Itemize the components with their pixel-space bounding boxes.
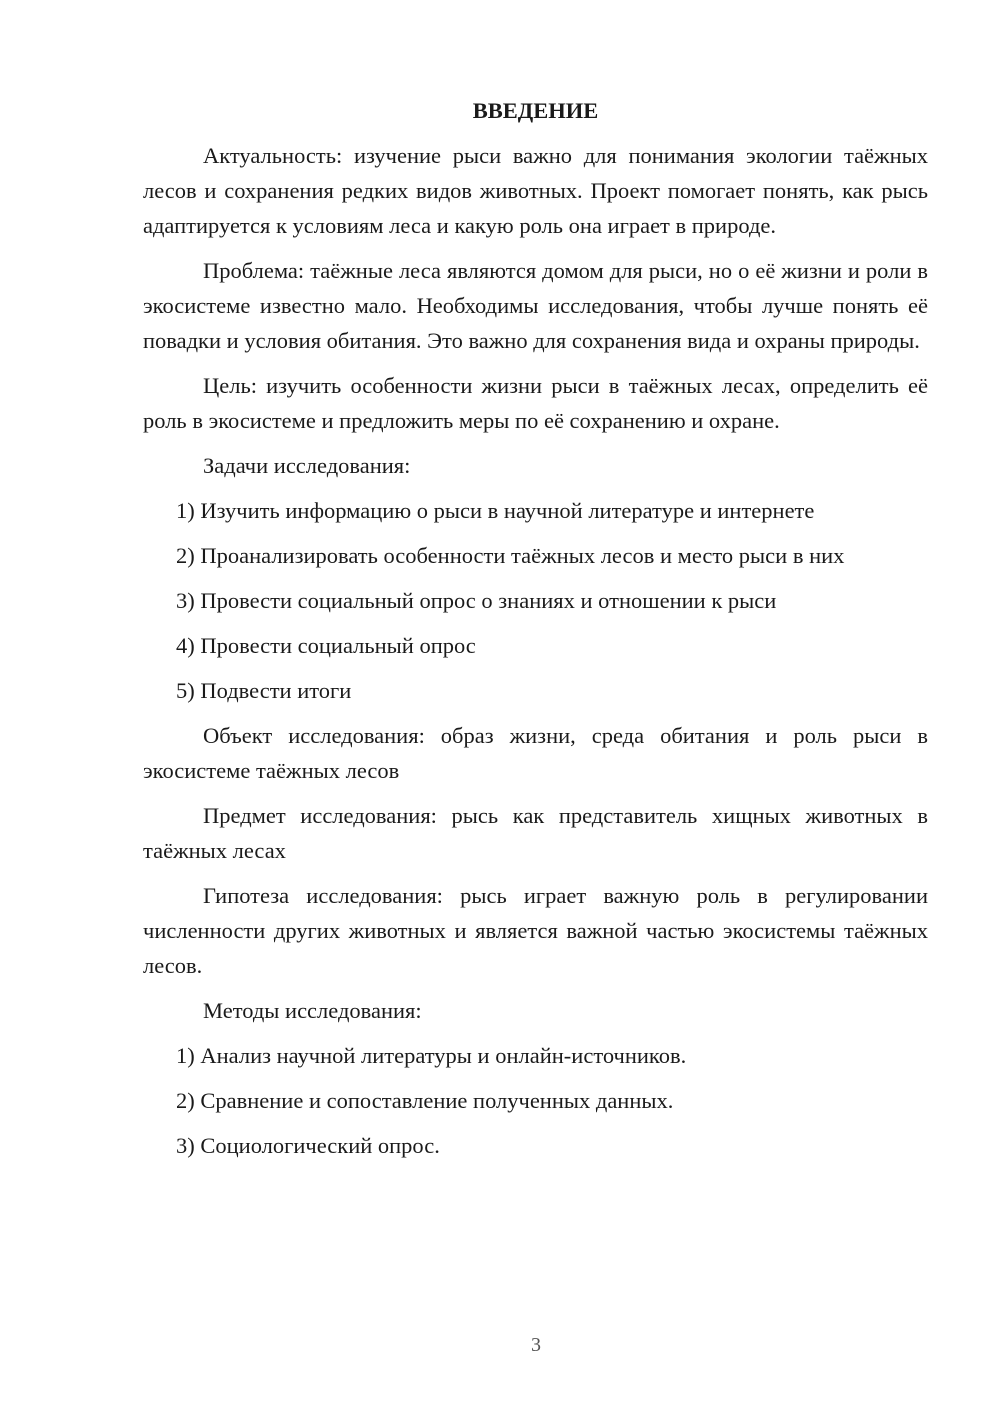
page-title: ВВЕДЕНИЕ xyxy=(472,98,599,123)
list-item: 4) Провести социальный опрос xyxy=(176,633,476,658)
paragraph-subject: Предмет исследования: рысь как представитель хищных животных в таёжных лесах xyxy=(143,803,928,863)
page-number: 3 xyxy=(531,1334,541,1356)
list-item: 5) Подвести итоги xyxy=(176,678,352,703)
page-content xyxy=(143,96,928,1173)
list-item: 3) Провести социальный опрос о знаниях и отношении к рыси xyxy=(176,588,777,613)
methods-list xyxy=(143,1038,928,1163)
list-item: 2) Проанализировать особенности таёжных лесов и место рыси в них xyxy=(176,543,845,568)
list-item: 3) Социологический опрос. xyxy=(176,1133,440,1158)
paragraph-problem: Проблема: таёжные леса являются домом для рыси, но о её жизни и роли в экосистеме известно мало. Необходимы исследования, чтобы лучше понять её повадки и условия обитания. Это важно для сохранения вида и охраны природы. xyxy=(143,258,928,353)
paragraph-hypothesis: Гипотеза исследования: рысь играет важную роль в регулировании численности других животных и является важной частью экосистемы таёжных лесов. xyxy=(143,883,928,978)
list-item: 1) Анализ научной литературы и онлайн-источников. xyxy=(176,1043,687,1068)
methods-heading: Методы исследования: xyxy=(203,998,422,1023)
tasks-heading: Задачи исследования: xyxy=(203,453,411,478)
paragraph-relevance: Актуальность: изучение рыси важно для понимания экологии таёжных лесов и сохранения редких видов животных. Проект помогает понять, как рысь адаптируется к условиям леса и какую роль она играет в природе. xyxy=(143,143,928,238)
paragraph-goal: Цель: изучить особенности жизни рыси в таёжных лесах, определить её роль в экосистеме и предложить меры по её сохранению и охране. xyxy=(143,373,928,433)
list-item: 1) Изучить информацию о рыси в научной литературе и интернете xyxy=(176,498,815,523)
paragraph-object: Объект исследования: образ жизни, среда обитания и роль рыси в экосистеме таёжных лесов xyxy=(143,723,928,783)
tasks-list xyxy=(143,493,928,708)
list-item: 2) Сравнение и сопоставление полученных данных. xyxy=(176,1088,674,1113)
